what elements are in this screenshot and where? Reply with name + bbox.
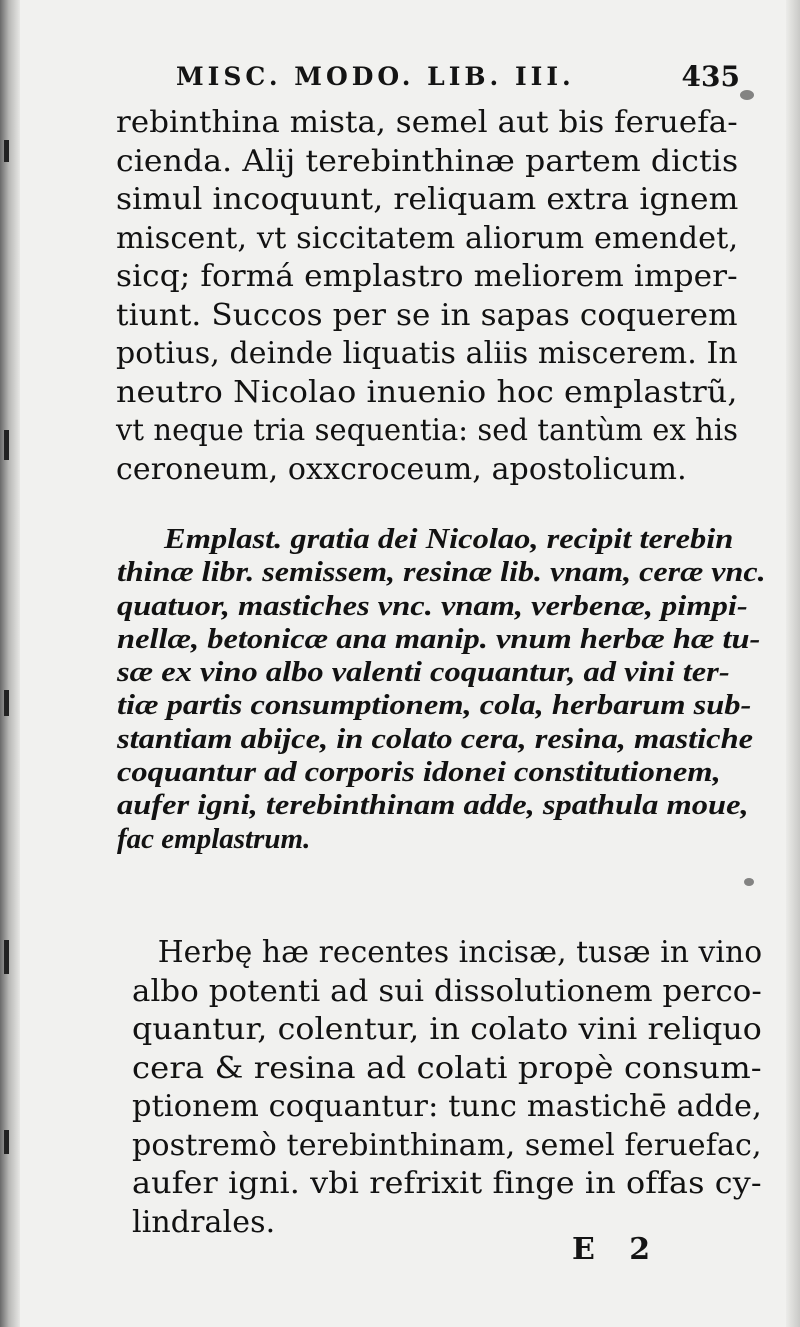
text-line: aufer igni. vbi refrixit finge in offas cy- bbox=[132, 1166, 762, 1201]
text-line: ptionem coquantur: tunc mastichē adde, bbox=[132, 1089, 762, 1124]
gutter-mark bbox=[4, 140, 9, 162]
text-line: cienda. Alij terebinthinæ partem dictis bbox=[116, 143, 739, 179]
paragraph-roman-1 bbox=[116, 104, 762, 489]
text-line: Emplast. gratia dei Nicolao, recipit terebin bbox=[164, 523, 734, 555]
ink-smudge bbox=[744, 878, 754, 886]
text-line: fac emplastrum. bbox=[117, 822, 311, 855]
text-line: aufer igni, terebinthinam adde, spathula moue, bbox=[117, 789, 749, 822]
text-line: postremò terebinthinam, semel feruefac, bbox=[132, 1127, 762, 1163]
page-number: 435 bbox=[681, 60, 740, 93]
text-line: thinæ libr. semissem, resinæ lib. vnam, ceræ vnc. bbox=[117, 556, 766, 589]
gutter-mark bbox=[4, 1130, 9, 1154]
text-line: cera & resina ad colati propè consum- bbox=[132, 1050, 762, 1086]
text-line: miscent, vt siccitatem aliorum emendet, bbox=[116, 220, 739, 256]
paragraph-italic-recipe bbox=[117, 523, 766, 856]
text-line: simul incoquunt, reliquam extra ignem bbox=[116, 182, 739, 217]
text-line: ceroneum, oxxcroceum, apostolicum. bbox=[116, 451, 687, 487]
page-gutter-shadow bbox=[0, 0, 20, 1327]
text-line: sicq; formá emplastro meliorem imper- bbox=[116, 259, 738, 294]
text-line: Herbę hæ recentes incisæ, tusæ in vino bbox=[157, 935, 763, 970]
text-line: quantur, colentur, in colato vini reliquo bbox=[132, 1012, 762, 1047]
text-line: tiæ partis consumptionem, cola, herbarum sub- bbox=[117, 689, 752, 722]
gutter-mark bbox=[4, 690, 9, 716]
text-line: albo potenti ad sui dissolutionem perco- bbox=[132, 973, 762, 1009]
text-line: tiunt. Succos per se in sapas coquerem bbox=[116, 297, 738, 333]
paragraph-roman-2 bbox=[132, 934, 795, 1242]
signature-mark: E 2 bbox=[572, 1232, 663, 1267]
gutter-mark bbox=[4, 430, 9, 460]
running-head-title: MISC. MODO. LIB. III. bbox=[176, 62, 575, 91]
text-line: lindrales. bbox=[132, 1204, 276, 1240]
text-line: quatuor, mastiches vnc. vnam, verbenæ, pimpi- bbox=[117, 589, 748, 622]
running-header bbox=[170, 58, 770, 98]
gutter-mark bbox=[4, 940, 9, 974]
text-line: nellæ, betonicæ ana manip. vnum herbæ hæ tu- bbox=[117, 622, 761, 655]
text-line: neutro Nicolao inuenio hoc emplastrũ, bbox=[116, 374, 738, 410]
text-line: stantiam abijce, in colato cera, resina, mastiche bbox=[117, 722, 754, 755]
text-line: vt neque tria sequentia: sed tantùm ex his bbox=[116, 413, 739, 448]
text-line: coquantur ad corporis idonei constitutionem, bbox=[117, 756, 721, 789]
text-line: sæ ex vino albo valenti coquantur, ad vini ter- bbox=[117, 656, 730, 689]
text-line: potius, deinde liquatis aliis miscerem. In bbox=[116, 336, 738, 371]
text-line: rebinthina mista, semel aut bis feruefa- bbox=[116, 105, 738, 140]
